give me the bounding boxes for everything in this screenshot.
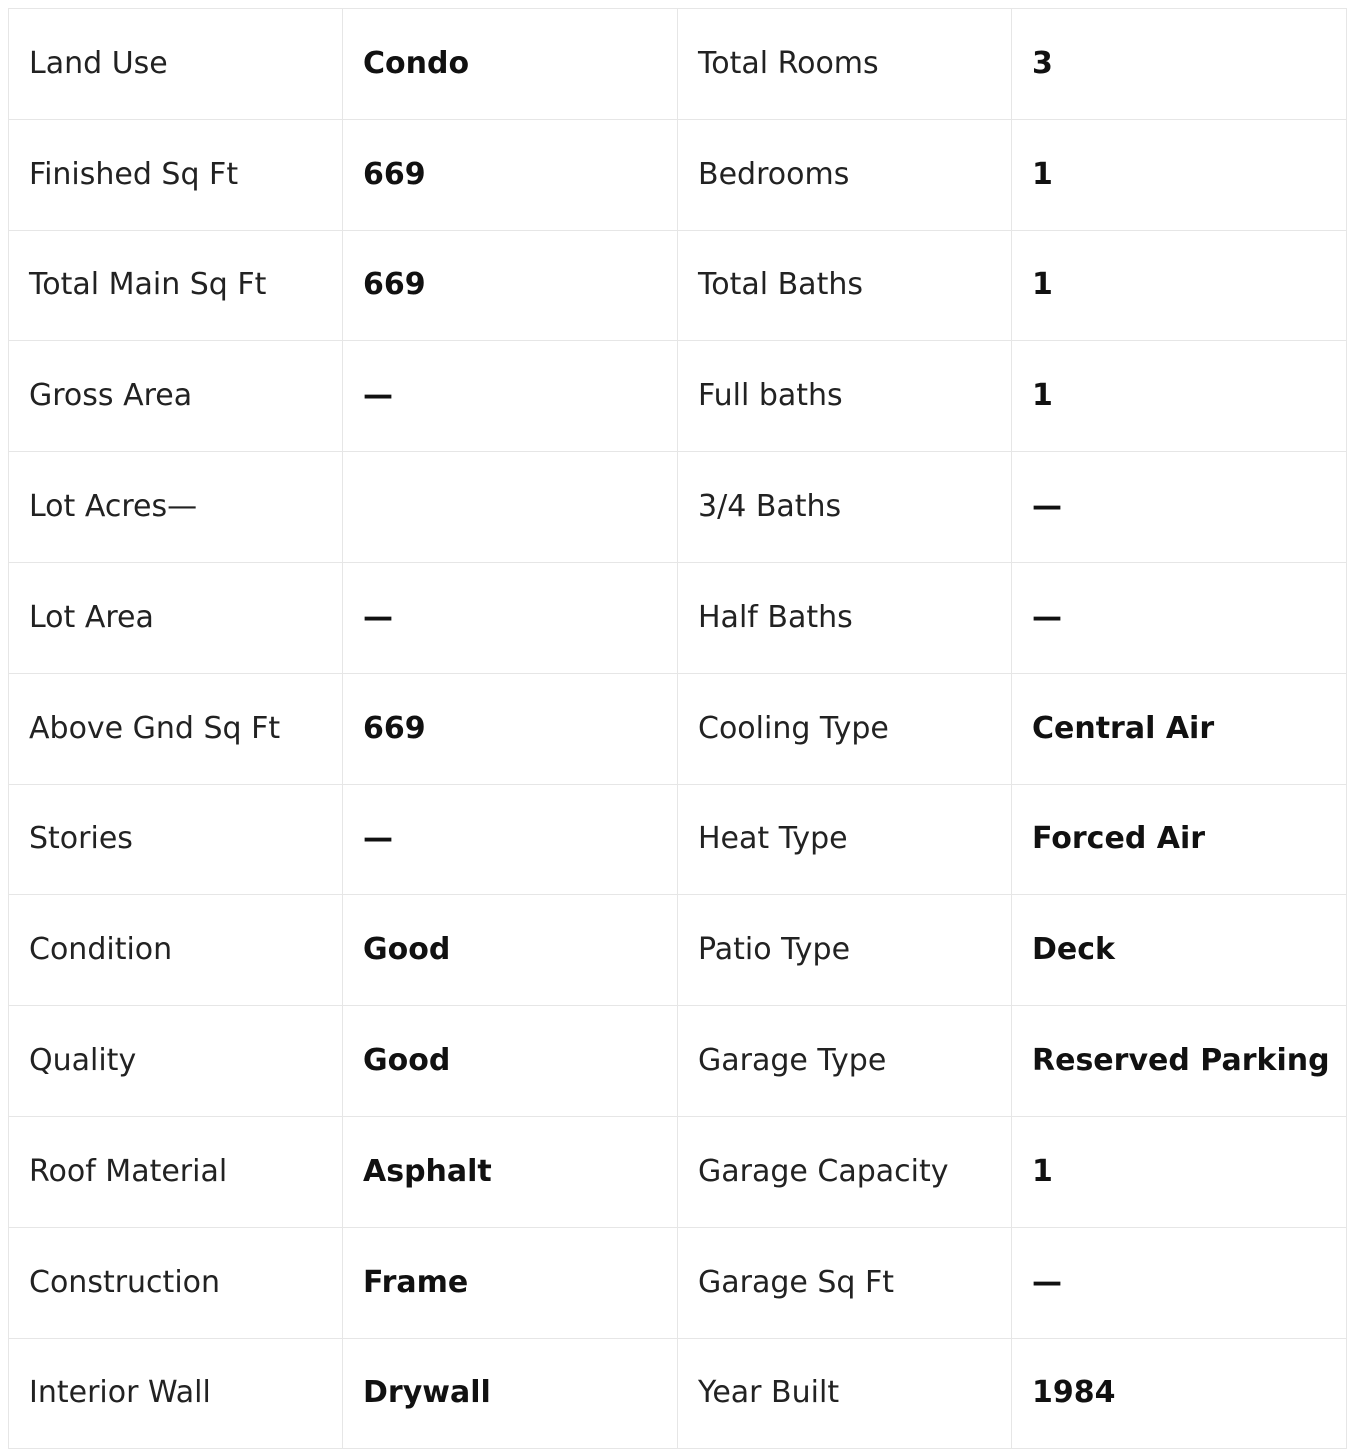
row-value: Frame	[343, 1227, 678, 1338]
row-label: Patio Type	[678, 895, 1012, 1006]
row-value: 669	[343, 673, 678, 784]
row-value: —	[343, 341, 678, 452]
row-label: Construction	[9, 1227, 343, 1338]
table-row	[9, 562, 1347, 673]
row-value: 1984	[1012, 1338, 1347, 1449]
property-details-table-container	[8, 8, 1346, 1449]
row-value: Asphalt	[343, 1116, 678, 1227]
row-label: Garage Type	[678, 1006, 1012, 1117]
table-row	[9, 1006, 1347, 1117]
row-value: 669	[343, 119, 678, 230]
row-label: 3/4 Baths	[678, 452, 1012, 563]
row-label: Roof Material	[9, 1116, 343, 1227]
property-details-table	[8, 8, 1347, 1449]
row-value	[343, 452, 678, 563]
row-value: Deck	[1012, 895, 1347, 1006]
table-row	[9, 895, 1347, 1006]
row-label: Bedrooms	[678, 119, 1012, 230]
row-label: Finished Sq Ft	[9, 119, 343, 230]
row-label: Heat Type	[678, 784, 1012, 895]
row-label: Stories	[9, 784, 343, 895]
row-label: Lot Acres—	[9, 452, 343, 563]
row-label: Total Baths	[678, 230, 1012, 341]
row-label: Gross Area	[9, 341, 343, 452]
table-row	[9, 1338, 1347, 1449]
row-value: 1	[1012, 230, 1347, 341]
row-label: Lot Area	[9, 562, 343, 673]
row-label: Garage Sq Ft	[678, 1227, 1012, 1338]
row-label: Total Rooms	[678, 9, 1012, 120]
row-value: 1	[1012, 1116, 1347, 1227]
property-details-body	[9, 9, 1347, 1449]
row-value: Reserved Parking	[1012, 1006, 1347, 1117]
row-value: 3	[1012, 9, 1347, 120]
row-label: Cooling Type	[678, 673, 1012, 784]
row-label: Full baths	[678, 341, 1012, 452]
row-value: —	[1012, 562, 1347, 673]
row-value: 1	[1012, 341, 1347, 452]
row-value: —	[1012, 452, 1347, 563]
row-value: —	[1012, 1227, 1347, 1338]
row-value: 669	[343, 230, 678, 341]
table-row	[9, 9, 1347, 120]
table-row	[9, 341, 1347, 452]
table-row	[9, 230, 1347, 341]
row-label: Half Baths	[678, 562, 1012, 673]
row-label: Total Main Sq Ft	[9, 230, 343, 341]
row-value: Good	[343, 1006, 678, 1117]
table-row	[9, 1227, 1347, 1338]
row-value: 1	[1012, 119, 1347, 230]
table-row	[9, 784, 1347, 895]
row-label: Land Use	[9, 9, 343, 120]
row-value: Condo	[343, 9, 678, 120]
row-value: Good	[343, 895, 678, 1006]
row-label: Year Built	[678, 1338, 1012, 1449]
row-label: Quality	[9, 1006, 343, 1117]
row-value: Drywall	[343, 1338, 678, 1449]
row-value: Central Air	[1012, 673, 1347, 784]
row-label: Above Gnd Sq Ft	[9, 673, 343, 784]
table-row	[9, 1116, 1347, 1227]
table-row	[9, 452, 1347, 563]
row-label: Garage Capacity	[678, 1116, 1012, 1227]
table-row	[9, 119, 1347, 230]
row-value: —	[343, 562, 678, 673]
row-value: —	[343, 784, 678, 895]
row-label: Interior Wall	[9, 1338, 343, 1449]
row-value: Forced Air	[1012, 784, 1347, 895]
row-label: Condition	[9, 895, 343, 1006]
table-row	[9, 673, 1347, 784]
